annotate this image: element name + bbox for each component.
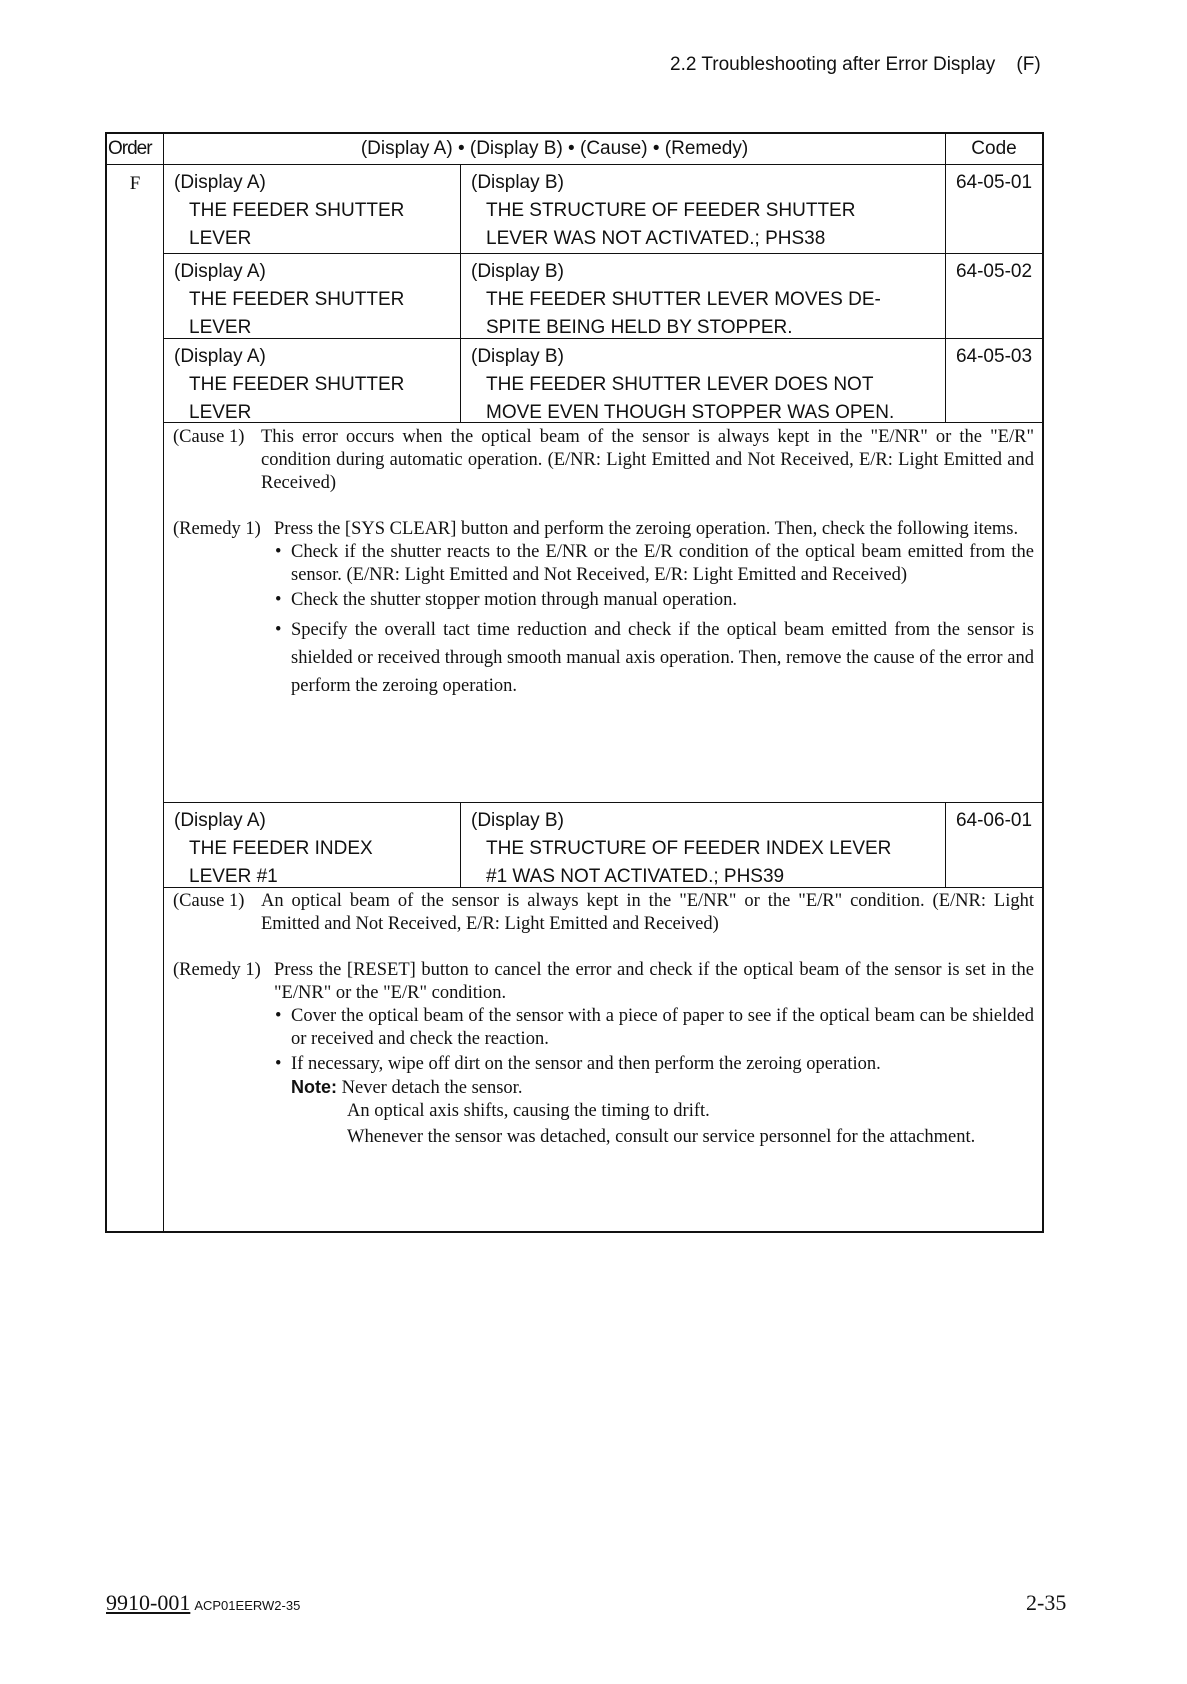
cause-text: An optical beam of the sensor is always kept in the "E/NR" or the "E/R" condition. (E/NR: Light Emitted and Not Received, E/R: Light Emitted and Received) xyxy=(261,891,1034,934)
page-header xyxy=(670,54,1041,76)
bullet-text: Check if the shutter reacts to the E/NR or the E/R condition of the optical beam emitted from the sensor. (E/NR: Light Emitted and Not Received, E/R: Light Emitted and Received) xyxy=(291,542,1034,585)
remedy-label: (Remedy 1) xyxy=(173,960,261,980)
page-number: 2-35 xyxy=(1026,1590,1067,1615)
bullet-icon: • xyxy=(275,590,282,610)
display-row xyxy=(164,165,1042,254)
remedy-text: Press the [SYS CLEAR] button and perform the zeroing operation. Then, check the following items. xyxy=(274,519,1019,539)
table-header-row xyxy=(107,134,1042,165)
note-label: Note: xyxy=(291,1077,337,1097)
display-a-label: (Display A) xyxy=(174,261,266,282)
bullet-text: Cover the optical beam of the sensor with a piece of paper to see if the optical beam can be shielded or received and check the reaction. xyxy=(291,1006,1034,1049)
display-row xyxy=(164,339,1042,423)
bullet-text: Specify the overall tact time reduction and check if the optical beam emitted from the sensor is shielded or received through smooth manual axis operation. Then, remove the cause of the error and perform the zeroing operation. xyxy=(291,620,1034,696)
display-b-line: LEVER WAS NOT ACTIVATED.; PHS38 xyxy=(486,228,826,249)
doc-ref: ACP01EERW2-35 xyxy=(194,1598,301,1613)
display-a-line: THE FEEDER INDEX xyxy=(189,838,373,859)
display-a-label: (Display A) xyxy=(174,346,266,367)
remedy-paragraph xyxy=(173,518,1034,541)
display-b-line: MOVE EVEN THOUGH STOPPER WAS OPEN. xyxy=(486,402,895,423)
display-b-label: (Display B) xyxy=(471,172,564,193)
order-column xyxy=(107,165,164,1231)
cause-paragraph xyxy=(173,890,1034,936)
remedy-paragraph xyxy=(173,959,1034,1005)
group-2-details xyxy=(164,890,1042,1149)
display-b-cell xyxy=(461,803,946,887)
display-a-line: LEVER #1 xyxy=(189,866,278,887)
cause-text: This error occurs when the optical beam of the sensor is always kept in the "E/NR" or the "E/R" condition during automatic operation. (E/NR: Light Emitted and Not Received, E/R: Light Emitted and Received) xyxy=(261,427,1034,493)
note xyxy=(291,1076,1034,1100)
display-b-label: (Display B) xyxy=(471,346,564,367)
display-row xyxy=(164,254,1042,339)
header-order: Order xyxy=(107,134,164,164)
remedy-bullet xyxy=(274,616,1034,700)
bullet-text: If necessary, wipe off dirt on the sensor and then perform the zeroing operation. xyxy=(291,1054,881,1074)
display-b-cell xyxy=(461,339,946,422)
doc-number: 9910-001 xyxy=(106,1590,191,1615)
troubleshooting-table xyxy=(105,132,1044,1233)
display-b-cell xyxy=(461,165,946,253)
error-code: 64-06-01 xyxy=(955,810,1033,831)
display-b-label: (Display B) xyxy=(471,810,564,831)
error-code: 64-05-03 xyxy=(955,346,1033,367)
display-a-line: LEVER xyxy=(189,228,252,249)
remedy-bullet xyxy=(274,589,1034,612)
order-value: F xyxy=(129,173,141,194)
remedy-text: Press the [RESET] button to cancel the error and check if the optical beam of the sensor is set in the "E/NR" or the "E/R" condition. xyxy=(274,960,1034,1003)
bullet-icon: • xyxy=(275,1006,282,1026)
header-main: (Display A) • (Display B) • (Cause) • (Remedy) xyxy=(164,134,946,164)
display-row xyxy=(164,803,1042,888)
display-a-line: THE FEEDER SHUTTER xyxy=(189,289,405,310)
display-a-cell xyxy=(164,165,461,253)
bullet-text: Check the shutter stopper motion through manual operation. xyxy=(291,590,737,610)
display-a-line: THE FEEDER SHUTTER xyxy=(189,200,405,221)
display-a-cell xyxy=(164,803,461,887)
footer-doc-info xyxy=(106,1590,300,1616)
remedy-label: (Remedy 1) xyxy=(173,519,261,539)
section-tab: (F) xyxy=(1016,54,1041,75)
display-a-line: LEVER xyxy=(189,317,252,338)
header-code: Code xyxy=(971,138,1017,159)
display-b-cell xyxy=(461,254,946,338)
display-b-label: (Display B) xyxy=(471,261,564,282)
section-title: 2.2 Troubleshooting after Error Display xyxy=(670,54,996,75)
display-b-line: THE FEEDER SHUTTER LEVER DOES NOT xyxy=(486,374,874,395)
display-b-line: SPITE BEING HELD BY STOPPER. xyxy=(486,317,793,338)
display-b-line: THE STRUCTURE OF FEEDER INDEX LEVER xyxy=(486,838,892,859)
bullet-icon: • xyxy=(275,620,282,640)
remedy-bullet xyxy=(274,1005,1034,1051)
bullet-icon: • xyxy=(275,1054,282,1074)
note-line: An optical axis shifts, causing the timing to drift. xyxy=(347,1101,710,1121)
display-a-cell xyxy=(164,254,461,338)
cause-paragraph xyxy=(173,426,1034,495)
remedy-bullet xyxy=(274,541,1034,587)
cause-label: (Cause 1) xyxy=(173,427,245,447)
display-b-line: THE FEEDER SHUTTER LEVER MOVES DE- xyxy=(486,289,881,310)
display-b-line: THE STRUCTURE OF FEEDER SHUTTER xyxy=(486,200,856,221)
display-a-label: (Display A) xyxy=(174,810,266,831)
bullet-icon: • xyxy=(275,542,282,562)
group-1-details xyxy=(164,426,1042,700)
error-code: 64-05-02 xyxy=(955,261,1033,282)
display-a-label: (Display A) xyxy=(174,172,266,193)
remedy-bullet xyxy=(274,1053,1034,1076)
display-a-line: LEVER xyxy=(189,402,252,423)
display-a-line: THE FEEDER SHUTTER xyxy=(189,374,405,395)
cause-label: (Cause 1) xyxy=(173,891,245,911)
note-line: Whenever the sensor was detached, consult our service personnel for the attachment. xyxy=(347,1127,976,1147)
display-a-cell xyxy=(164,339,461,422)
display-b-line: #1 WAS NOT ACTIVATED.; PHS39 xyxy=(486,866,785,887)
error-code: 64-05-01 xyxy=(955,172,1033,193)
note-line: Never detach the sensor. xyxy=(341,1078,523,1098)
